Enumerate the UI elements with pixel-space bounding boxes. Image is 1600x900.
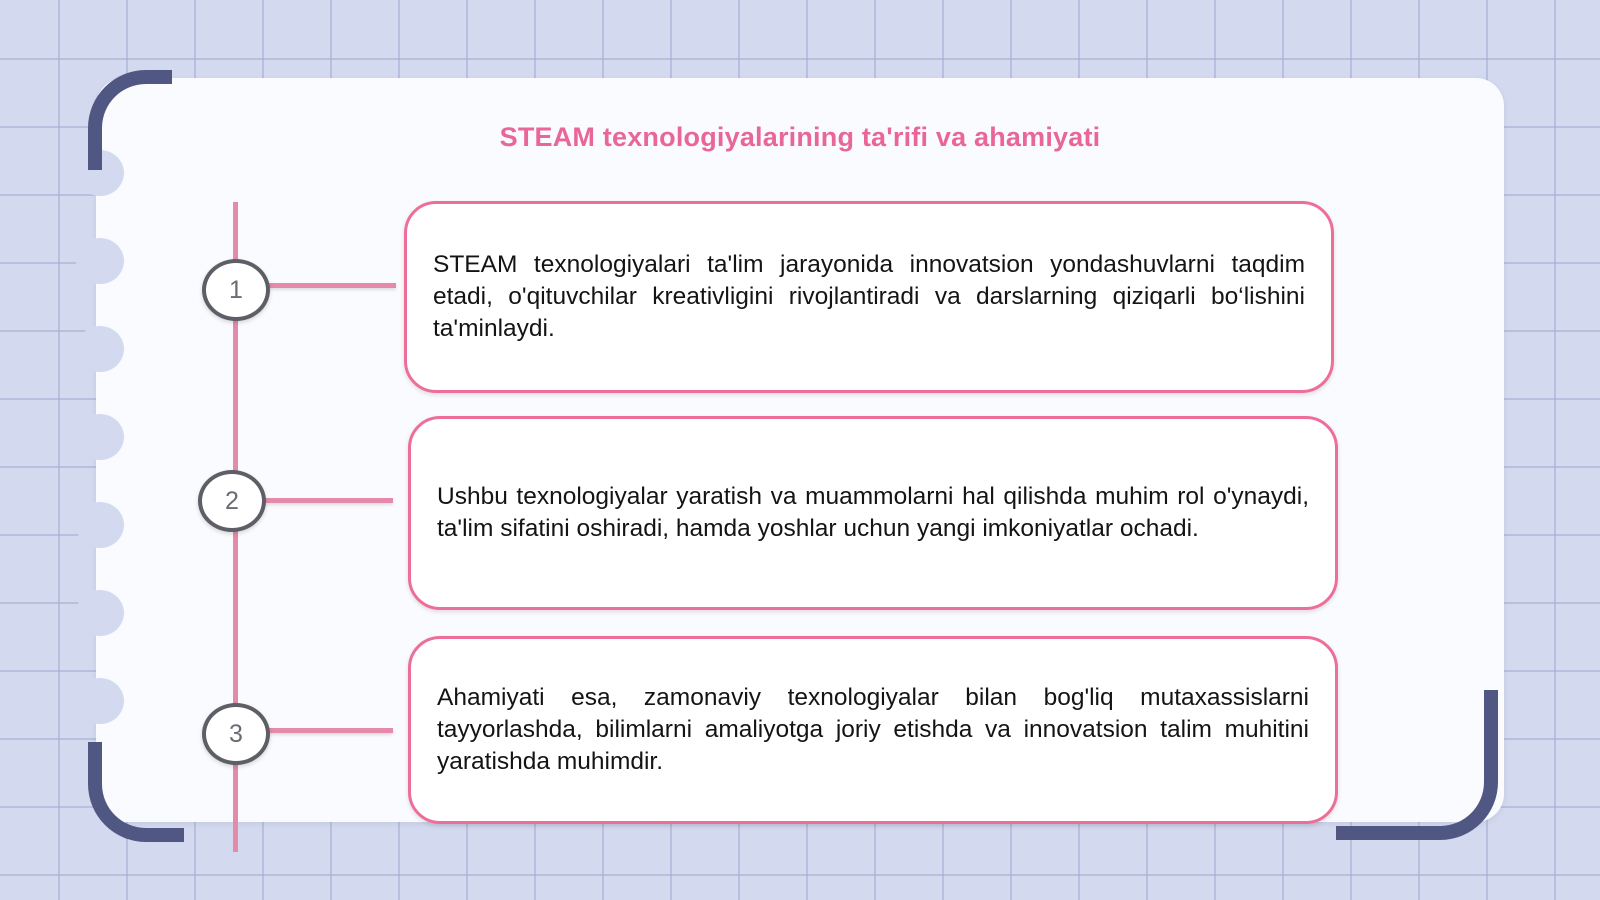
corner-bracket-top-left	[88, 70, 172, 170]
content-box-3	[408, 636, 1338, 824]
content-box-2	[408, 416, 1338, 610]
content-text-2: Ushbu texnologiyalar yaratish va muammolarni hal qilishda muhim rol o'ynaydi, ta'lim sifatini oshiradi, hamda yoshlar uchun yangi imkoniyatlar ochadi.	[437, 483, 1309, 542]
content-text-1: STEAM texnologiyalari ta'lim jarayonida innovatsion yondashuvlarni taqdim etadi, o'qituvchilar kreativligini rivojlantiradi va darslarning qiziqarli bo‘lishini ta'minlaydi.	[433, 251, 1305, 342]
content-text-3: Ahamiyati esa, zamonaviy texnologiyalar bilan bog'liq mutaxassislarni tayyorlashda, bilimlarni amaliyotga joriy etishda va innovatsion talim muhitini yaratishda muhimdir.	[437, 684, 1309, 775]
step-number-3: 3	[202, 703, 270, 765]
slide-title: STEAM texnologiyalarining ta'rifi va ahamiyati	[499, 122, 1101, 152]
step-number-2: 2	[198, 470, 266, 532]
content-box-1	[404, 201, 1334, 393]
corner-bracket-bottom-right	[1336, 690, 1498, 840]
card-notch	[76, 502, 124, 548]
card-notch	[76, 678, 124, 724]
connector-line-3	[266, 728, 393, 733]
connector-line-1	[266, 283, 396, 288]
step-number-1: 1	[202, 259, 270, 321]
card-notch	[76, 326, 124, 372]
card-notch	[76, 590, 124, 636]
card-notch	[76, 414, 124, 460]
corner-bracket-bottom-left	[88, 742, 184, 842]
connector-line-2	[262, 498, 393, 503]
card-notch	[76, 238, 124, 284]
